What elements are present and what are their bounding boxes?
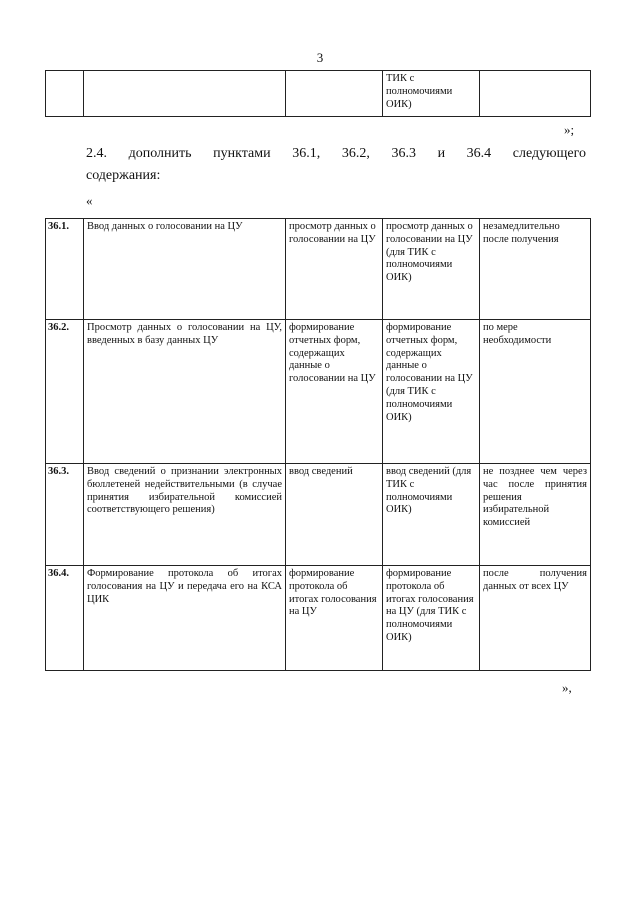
row-number: 36.1. [46,219,84,320]
row-action: Ввод данных о голосовании на ЦУ [84,219,286,320]
row-number: 36.4. [46,566,84,671]
row-col3: формирование отчетных форм, содержащих данные о голосовании на ЦУ [286,320,383,464]
row-action: Ввод сведений о признании электронных бюллетеней недействительными (в случае принятия избирательной комиссией соответствующего решения) [84,464,286,566]
table-row [46,71,591,117]
row-timing: не позднее чем через час после принятия решения избирательной комиссией [480,464,591,566]
table-cell [84,71,286,117]
table-cell [286,71,383,117]
opening-quote: « [86,193,93,208]
table-row [46,320,591,464]
table-row [46,219,591,320]
row-timing: по мере необходимости [480,320,591,464]
continuation-table [45,70,591,117]
table-cell [46,71,84,117]
paragraph-line-1: 2.4. дополнить пунктами 36.1, 36.2, 36.3 и 36.4 следующего [86,146,586,161]
row-action: Формирование протокола об итогах голосования на ЦУ и передача его на КСА ЦИК [84,566,286,671]
row-timing: после получения данных от всех ЦУ [480,566,591,671]
table-row [46,464,591,566]
row-action: Просмотр данных о голосовании на ЦУ, введенных в базу данных ЦУ [84,320,286,464]
closing-quote: »; [564,122,575,137]
row-number: 36.2. [46,320,84,464]
table-cell-tik: ТИК с полномочиями ОИК) [383,71,480,117]
closing-quote: », [562,680,572,695]
items-table [45,218,591,671]
row-col4: формирование отчетных форм, содержащих данные о голосовании на ЦУ (для ТИК с полномочиями ОИК) [383,320,480,464]
row-col3: просмотр данных о голосовании на ЦУ [286,219,383,320]
row-col4: формирование протокола об итогах голосования на ЦУ (для ТИК с полномочиями ОИК) [383,566,480,671]
row-col4: просмотр данных о голосовании на ЦУ (для ТИК с полномочиями ОИК) [383,219,480,320]
table-cell [480,71,591,117]
page-number: 3 [316,50,324,65]
paragraph-line-2: содержания: [86,168,161,183]
row-timing: незамедлительно после получения [480,219,591,320]
row-col3: ввод сведений [286,464,383,566]
row-col4: ввод сведений (для ТИК с полномочиями ОИК) [383,464,480,566]
row-number: 36.3. [46,464,84,566]
row-col3: формирование протокола об итогах голосования на ЦУ [286,566,383,671]
table-row [46,566,591,671]
